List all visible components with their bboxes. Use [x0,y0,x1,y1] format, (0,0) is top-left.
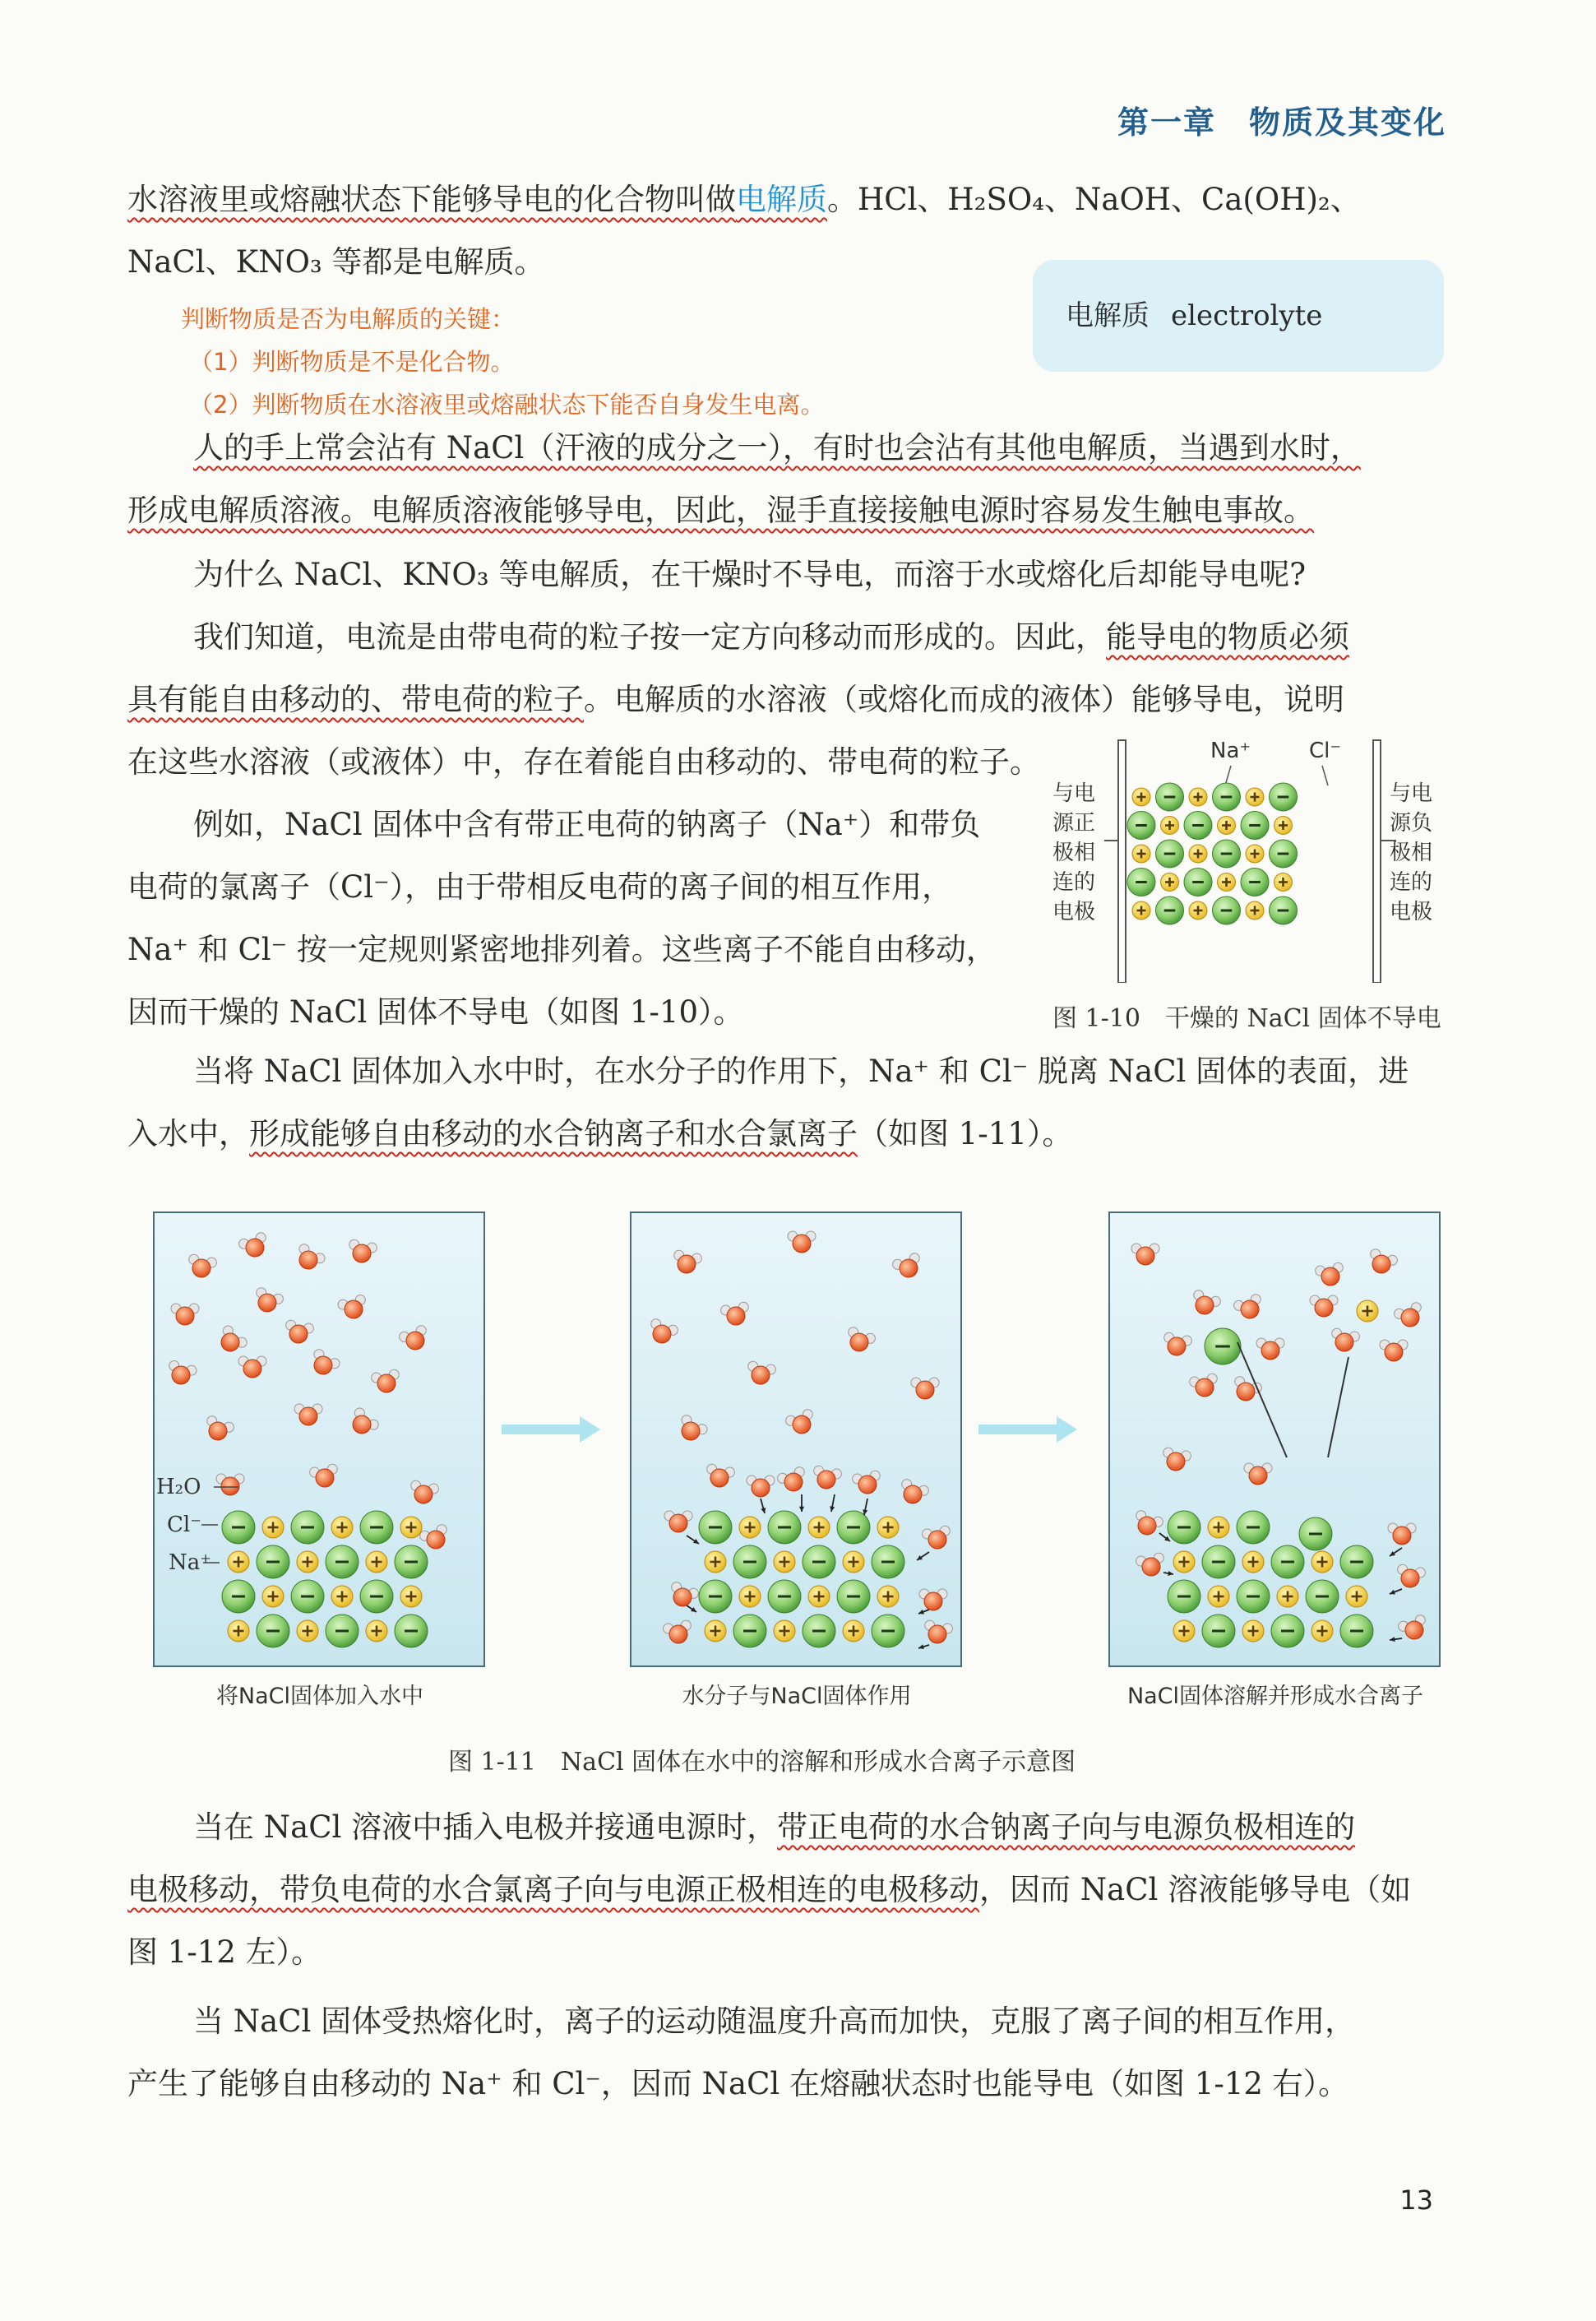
definition-box [1033,260,1444,372]
arrow-icon [502,1416,600,1443]
side-notes [181,298,824,426]
sodium-ion [1277,1586,1298,1607]
chloride-ion [1213,783,1241,811]
sodium-ion [228,1551,249,1573]
definition-en: electrolyte [1171,299,1323,332]
chloride-ion [1271,1545,1304,1578]
figure-1-11-caption: 图 1-11 NaCl 固体在水中的溶解和形成水合离子示意图 [448,1748,1076,1777]
chloride-ion [733,1615,766,1647]
chloride-ion [1241,812,1269,840]
sodium-ion [262,1586,284,1607]
sodium-ion [877,1586,899,1607]
chloride-ion [872,1545,904,1578]
chloride-ion [291,1511,324,1544]
definition-zh: 电解质 [1066,299,1150,332]
sodium-ion [1161,873,1179,892]
chloride-ion [803,1545,835,1578]
chloride-ion [1202,1545,1235,1578]
paragraph-solution-conduct: 当在 NaCl 溶液中插入电极并接通电源时，带正电荷的水合钠离子向与电源负极相连的 电极移动，带负电荷的水合氯离子向与电源正极相连的电极移动，因而 NaCl 溶液能够导电（如 图 1-12 左）。 [127,1809,1412,1970]
paragraph-molten: 当 NaCl 固体受热熔化时，离子的运动随温度升高而加快，克服了离子间的相互作用， 产生了能够自由移动的 Na⁺ 和 Cl⁻，因而 NaCl 在熔融状态时也能导电（如图 1-12 右）。 [127,2004,1356,2101]
chloride-ion [326,1615,359,1647]
sodium-ion [297,1551,318,1573]
sodium-ion [1189,788,1207,806]
chloride-ion [1156,783,1184,811]
chloride-ion [1156,896,1184,924]
sodium-ion [331,1586,353,1607]
chloride-ion [1340,1545,1373,1578]
chloride-ion [1299,1517,1332,1550]
sodium-ion [1346,1586,1367,1607]
chloride-ion [1306,1580,1339,1613]
cl-ion-label: Cl⁻ [1309,739,1342,763]
sodium-ion [774,1551,795,1573]
chloride-ion [1127,812,1155,840]
sodium-ion [705,1551,726,1573]
chloride-ion [1184,812,1212,840]
paragraph-hands: 人的手上常会沾有 NaCl（汗液的成分之一），有时也会沾有其他电解质，当遇到水时， 形成电解质溶液。电解质溶液能够导电，因此，湿手直接接触电源时容易发生触电事故。 [127,430,1361,528]
chloride-ion [1168,1511,1200,1544]
chloride-ion [803,1615,835,1647]
chloride-ion [1270,840,1298,868]
sodium-ion [739,1517,761,1538]
sodium-ion [228,1620,249,1642]
sodium-ion [297,1620,318,1642]
sodium-ion [705,1620,726,1642]
sodium-ion [1208,1586,1229,1607]
term-electrolyte: 电解质 [736,182,827,217]
paragraph-definition: 水溶液里或熔融状态下能够导电的化合物叫做电解质。HCl、H₂SO₄、NaOH、Ca(OH)₂、 NaCl、KNO₃ 等都是电解质。 [127,182,1361,280]
sodium-ion [1218,873,1236,892]
chloride-ion [291,1580,324,1613]
sodium-ion [1311,1620,1333,1642]
panel-caption-2: 水分子与NaCl固体作用 [682,1684,912,1709]
na-label: Na⁺ [169,1550,211,1575]
chloride-ion [1127,869,1155,896]
figure-1-10-caption: 图 1-10 干燥的 NaCl 固体不导电 [1052,1004,1441,1033]
note-line: （1）判断物质是不是化合物。 [189,348,515,376]
note-line: 判断物质是否为电解质的关键： [181,305,516,333]
sodium-ion [1189,845,1207,863]
figure-1-11 [152,1211,1451,1777]
chloride-ion [1168,1580,1200,1613]
sodium-ion [1246,901,1264,920]
note-line: （2）判断物质在水溶液里或熔融状态下能否自身发生电离。 [189,391,825,419]
chloride-ion [837,1580,870,1613]
sodium-ion [1189,901,1207,920]
sodium-ion [1132,845,1150,863]
chloride-ion [222,1511,255,1544]
sodium-ion [1274,817,1293,835]
sodium-ion [774,1620,795,1642]
chloride-ion [872,1615,904,1647]
sodium-ion [1274,873,1293,892]
na-ion-label: Na⁺ [1210,739,1251,763]
sodium-ion [1357,1300,1378,1322]
sodium-ion [1132,788,1150,806]
chloride-ion [699,1511,732,1544]
paragraph-dissolve: 当将 NaCl 固体加入水中时，在水分子的作用下，Na⁺ 和 Cl⁻ 脱离 NaCl 固体的表面，进 入水中，形成能够自由移动的水合钠离子和水合氯离子（如图 1-11）。 [127,1054,1409,1151]
paragraph-current: 我们知道，电流是由带电荷的粒子按一定方向移动而形成的。因此，能导电的物质必须 具有能自由移动的、带电荷的粒子。电解质的水溶液（或熔化而成的液体）能够导电，说明 在这些水溶液（或液体）中，存在着能自由移动的、带电荷的粒子。 [127,619,1349,780]
sodium-ion [1311,1551,1333,1573]
ion-lattice [1127,783,1298,924]
chloride-ion [768,1580,801,1613]
panel-caption-3: NaCl固体溶解并形成水合离子 [1126,1684,1424,1709]
sodium-ion [1161,817,1179,835]
sodium-ion [843,1620,864,1642]
sodium-ion [808,1517,830,1538]
chloride-ion [1270,783,1298,811]
chloride-ion [222,1580,255,1613]
sodium-ion [1242,1551,1264,1573]
chloride-ion [1340,1615,1373,1647]
chloride-ion [1213,840,1241,868]
figure-1-10 [1052,736,1447,1033]
chloride-ion [1156,840,1184,868]
sodium-ion [739,1586,761,1607]
sodium-ion [1218,817,1236,835]
chloride-ion [257,1615,289,1647]
page-number: 13 [1399,2184,1433,2216]
chloride-ion [395,1615,428,1647]
sodium-ion [400,1517,422,1538]
chloride-ion [768,1511,801,1544]
paragraph-question: 为什么 NaCl、KNO₃ 等电解质，在干燥时不导电，而溶于水或熔化后却能导电呢? [193,557,1307,592]
chloride-ion [837,1511,870,1544]
sodium-ion [366,1551,387,1573]
sodium-ion [877,1517,899,1538]
chloride-ion [1205,1328,1241,1364]
cl-label: Cl⁻ [167,1513,201,1537]
dissolution-diagram [152,1211,1451,1671]
chloride-ion [1241,869,1269,896]
chloride-ion [1184,869,1212,896]
chloride-ion [1237,1511,1270,1544]
left-electrode-label: 与电 源正 极相 连的 电极 [1052,781,1096,924]
sodium-ion [366,1620,387,1642]
chloride-ion [733,1545,766,1578]
chloride-ion [1202,1615,1235,1647]
chloride-ion [360,1511,393,1544]
sodium-ion [1173,1620,1195,1642]
sodium-ion [808,1586,830,1607]
sodium-ion [1208,1517,1229,1538]
paragraph-nacl-solid: 例如，NaCl 固体中含有带正电荷的钠离子（Na⁺）和带负 电荷的氯离子（Cl⁻），由于带相反电荷的离子间的相互作用， Na⁺ 和 Cl⁻ 按一定规则紧密地排列着。这些离子不能自由移动， 因而干燥的 NaCl 固体不导电（如图 1-10）。 [127,807,997,1030]
chloride-ion [1270,896,1298,924]
arrow-icon [978,1416,1077,1443]
sodium-ion [843,1551,864,1573]
chloride-ion [1237,1580,1270,1613]
sodium-ion [1242,1620,1264,1642]
panel-caption-1: 将NaCl固体加入水中 [215,1684,424,1709]
sodium-ion [1173,1551,1195,1573]
chloride-ion [257,1545,289,1578]
sodium-ion [1246,788,1264,806]
sodium-ion [262,1517,284,1538]
chloride-ion [395,1545,428,1578]
sodium-ion [1246,845,1264,863]
definition-sentence: 水溶液里或熔融状态下能够导电的化合物叫做电解质 [127,182,827,217]
chloride-ion [360,1580,393,1613]
h2o-label: H₂O [156,1475,201,1499]
right-electrode-label: 与电 源负 极相 连的 电极 [1390,781,1433,924]
chloride-ion [699,1580,732,1613]
chapter-title: 第一章 物质及其变化 [1117,104,1446,141]
chloride-ion [326,1545,359,1578]
chloride-ion [1213,896,1241,924]
chloride-ion [1271,1615,1304,1647]
sodium-ion [331,1517,353,1538]
sodium-ion [1132,901,1150,920]
nacl-lattice-diagram [1052,736,1447,983]
sodium-ion [400,1586,422,1607]
